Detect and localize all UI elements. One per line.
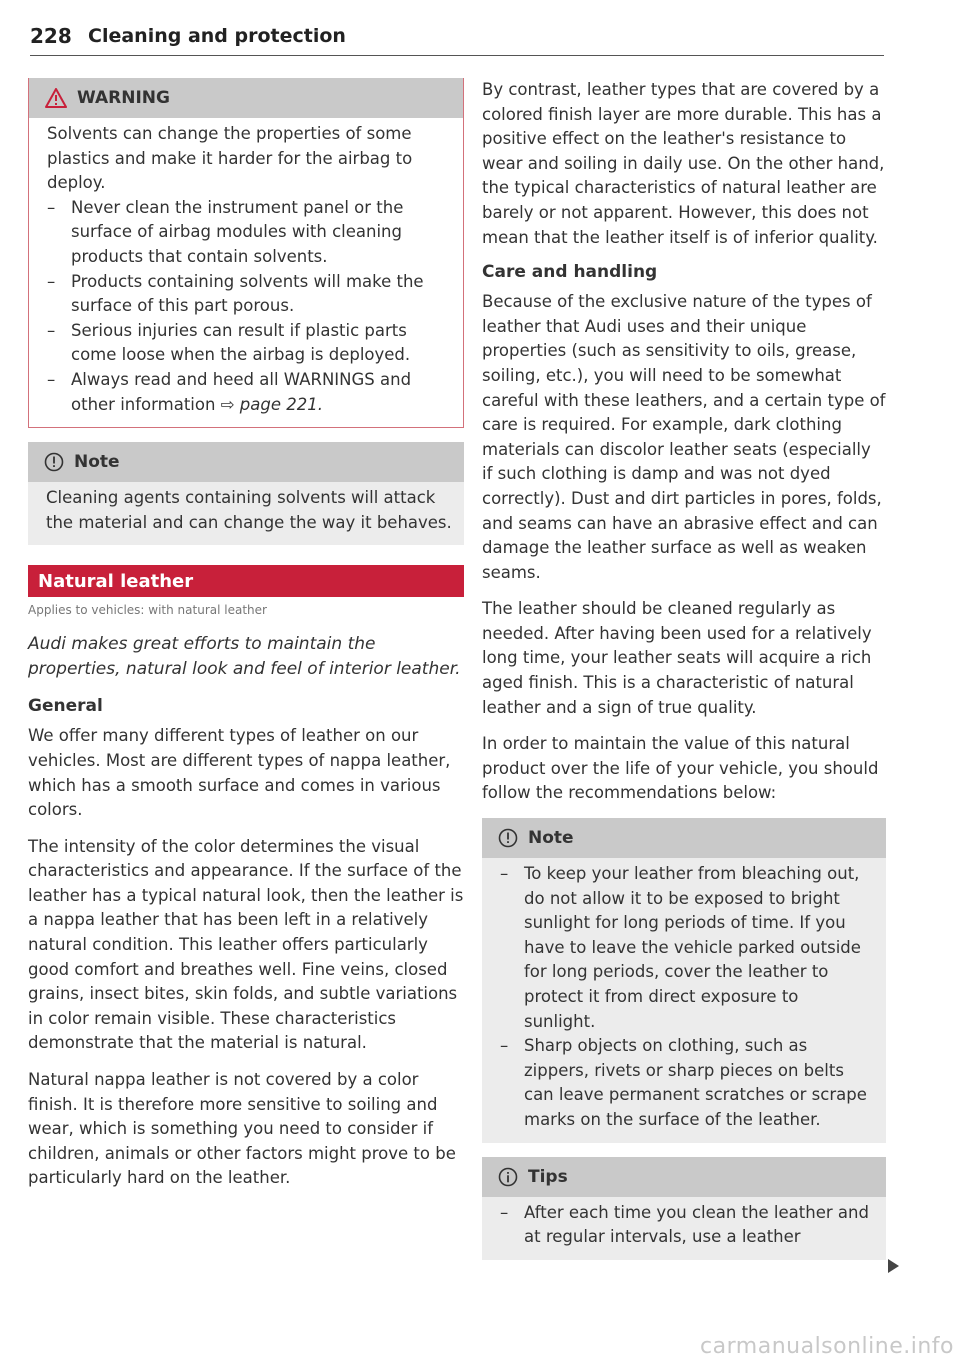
tips-box	[482, 1157, 886, 1260]
section-title: Cleaning and protection	[88, 25, 346, 47]
tips-header	[482, 1157, 886, 1197]
page-reference-link[interactable]: ⇨ page 221.	[220, 394, 323, 414]
paragraph: The leather should be cleaned regularly as needed. After having been used for a relatively long time, your leather seats will acquire a rich aged finish. This is a characteristic of natural leather and a sign of true quality.	[482, 599, 872, 717]
warning-box	[28, 78, 464, 428]
left-column	[28, 78, 464, 1203]
list-item: – Never clean the instrument panel or the surface of airbag modules with cleaning products that contain solvents.	[47, 196, 451, 270]
page-number: 228	[30, 24, 72, 48]
note-header	[28, 442, 464, 482]
note-body	[482, 858, 886, 1143]
warning-text: Solvents can change the properties of some plastics and make it harder for the airbag to deploy.	[47, 124, 413, 193]
note-title: Note	[528, 828, 574, 849]
page-header	[30, 22, 884, 56]
intro-text: Audi makes great efforts to maintain the properties, natural look and feel of interior leather.	[28, 634, 461, 680]
list-item: – Sharp objects on clothing, such as zippers, rivets or sharp pieces on belts can leave permanent scratches or scrape marks on the surface of the leather.	[500, 1034, 874, 1132]
warning-title: WARNING	[77, 88, 170, 108]
list-item: – Products containing solvents will make the surface of this part porous.	[47, 270, 451, 319]
care-heading: Care and handling	[482, 262, 658, 283]
right-column	[482, 78, 886, 1274]
note-body	[28, 482, 464, 545]
warning-body	[29, 118, 463, 427]
watermark: carmanualsonline.info	[700, 1334, 954, 1359]
general-heading: General	[28, 696, 103, 717]
note-list	[500, 862, 874, 1133]
list-item: – After each time you clean the leather and at regular intervals, use a leather	[500, 1201, 874, 1250]
paragraph: In order to maintain the value of this natural product over the life of your vehicle, you should follow the recommendations below:	[482, 734, 879, 803]
info-circle-icon	[498, 1167, 518, 1187]
warning-header	[29, 78, 463, 118]
applies-to-text: Applies to vehicles: with natural leather	[28, 603, 267, 618]
list-item	[47, 368, 451, 417]
tips-list	[500, 1201, 874, 1250]
tips-body	[482, 1197, 886, 1260]
note-box	[28, 442, 464, 545]
paragraph: By contrast, leather types that are covered by a colored finish layer are more durable. This has a positive effect on the leather's resistance to wear and soiling in daily use. On the other hand, the typical characteristics of natural leather are barely or not apparent. However, this does not mean that the leather itself is of inferior quality.	[482, 80, 885, 247]
warning-list	[47, 196, 451, 417]
note-header	[482, 818, 886, 858]
tips-title: Tips	[528, 1166, 568, 1187]
exclamation-circle-icon	[498, 828, 518, 848]
note-text: Cleaning agents containing solvents will attack the material and can change the way it behaves.	[46, 488, 452, 532]
warning-triangle-icon	[45, 88, 67, 108]
list-item-text: Always read and heed all WARNINGS and other information	[71, 369, 412, 414]
note-box	[482, 818, 886, 1143]
natural-leather-heading: Natural leather	[28, 565, 464, 597]
continue-arrow-icon	[888, 1259, 899, 1273]
paragraph: The intensity of the color determines the visual characteristics and appearance. If the surface of the leather has a typical natural look, then the leather is a nappa leather that has been left in a relatively natural condition. This leather offers particularly good comfort and breathes well. Fine veins, closed grains, insect bites, skin folds, and subtle variations in color remain visible. These characteristics demonstrate that the material is natural.	[28, 836, 464, 1053]
list-item: – To keep your leather from bleaching out, do not allow it to be exposed to bright sunlight for long periods of time. If you have to leave the vehicle parked outside for long periods, cover the leather to protect it from direct exposure to sunlight.	[500, 862, 874, 1034]
paragraph: Because of the exclusive nature of the types of leather that Audi uses and their unique properties (such as sensitivity to oils, grease, soiling, etc.), you will need to be somewhat careful with these leathers, and a certain type of care is required. For example, dark clothing materials can discolor leather seats (especially if such clothing is damp and was not dyed correctly). Dust and dirt particles in pores, folds, and seams can have an abrasive effect and can damage the leather surface as well as weaken seams.	[482, 292, 886, 582]
paragraph: Natural nappa leather is not covered by a color finish. It is therefore more sensitive to soiling and wear, which is something you need to consider if children, animals or other factors might prove to be particularly hard on the leather.	[28, 1070, 456, 1188]
exclamation-circle-icon	[44, 452, 64, 472]
note-title: Note	[74, 452, 120, 473]
list-item: – Serious injuries can result if plastic parts come loose when the airbag is deployed.	[47, 319, 451, 368]
paragraph: We offer many different types of leather on our vehicles. Most are different types of nappa leather, which has a smooth surface and comes in various colors.	[28, 726, 451, 820]
